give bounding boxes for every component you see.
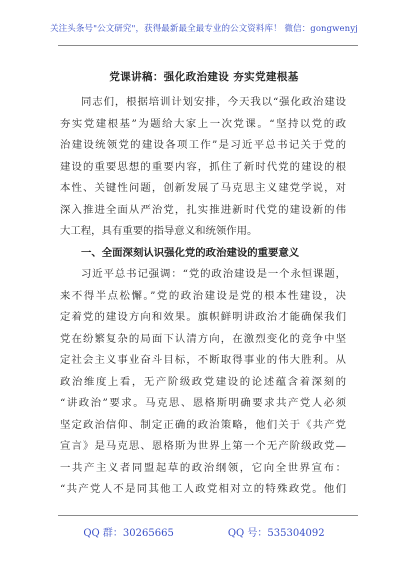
- paragraph-line: 大工程，具有重要的指导意义和统领作用。: [60, 225, 258, 237]
- footer-qq-group: QQ 群：30265665: [83, 528, 174, 539]
- footer-divider: [58, 515, 358, 516]
- paragraph-line: 深入推进全面从严治党，扎实推进新时代党的建设新的伟: [60, 203, 346, 216]
- paragraph-line: “共产党人不是同其他工人政党相对立的特殊政党。他们: [60, 483, 346, 495]
- header-divider: [58, 45, 358, 46]
- paragraph-line: 定社会主义事业奋斗目标，不断取得事业的伟大胜利。从: [60, 354, 346, 366]
- header-banner: 关注头条号"公文研究"，获得最新最全最专业的公文资料库！ 微信：gongwenyj: [50, 24, 358, 34]
- section-heading: 一、全面深刻认识强化党的政治建设的重要意义: [81, 246, 300, 259]
- paragraph-line: 坚定政治信仰、制定正确的政治策略，他们关于《共产党: [60, 418, 346, 431]
- paragraph-line: 政治维度上看，无产阶级政党建设的论述蕴含着深刻的: [60, 375, 346, 388]
- paragraph-line: 党在纷繁复杂的局面下认清方向，在激烈变化的竞争中坚: [60, 332, 346, 345]
- paragraph-line: 建设的重要思想的重要内容，抓住了新时代党的建设的根: [60, 160, 346, 173]
- document-title: 党课讲稿：强化政治建设 夯实党建根基: [109, 71, 299, 83]
- footer-qq-number: QQ 号：535304092: [227, 528, 325, 539]
- paragraph-line: 本性、关键性问题，创新发展了马克思主义建党学说，对: [60, 182, 346, 194]
- paragraph-line: 定着党的建设方向和效果。旗帜鲜明讲政治才能确保我们: [60, 311, 346, 323]
- paragraph-line: 治建设统领党的建设各项工作”是习近平总书记关于党的: [60, 139, 346, 151]
- paragraph-line: 习近平总书记强调：“党的政治建设是一个永恒课题，: [81, 268, 346, 280]
- footer: [0, 524, 408, 539]
- paragraph-line: 同志们，根据培训计划安排，今天我以“强化政治建设: [81, 96, 346, 108]
- paragraph-line: 夯实党建根基”为题给大家上一次党课。“坚持以党的政: [60, 117, 346, 130]
- paragraph-line: 宣言》是马克思、恩格斯为世界上第一个无产阶级政党—: [60, 440, 346, 452]
- paragraph-line: 来不得半点松懈。”党的政治建设是党的根本性建设，决: [60, 289, 346, 302]
- paragraph-line: “讲政治”要求。马克思、恩格斯明确要求共产党人必须: [60, 397, 346, 409]
- paragraph-line: 一共产主义者同盟起草的政治纲领，它向全世界宣布：: [60, 461, 346, 474]
